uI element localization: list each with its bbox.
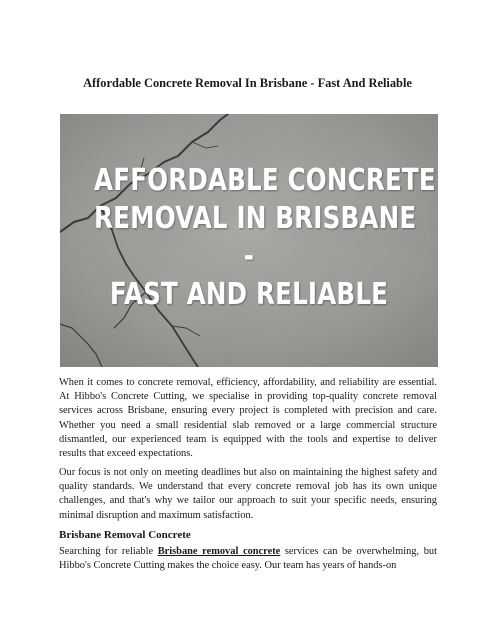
- document-title: Affordable Concrete Removal In Brisbane - Fast And Reliable: [83, 76, 412, 90]
- section-heading: Brisbane Removal Concrete: [59, 529, 191, 541]
- paragraph-focus: Our focus is not only on meeting deadlines but also on maintaining the highest safety and quality standards. We understand that every concrete removal job has its own unique challenges, and that's why we tailor our approach to suit your specific needs, ensuring minimal disruption and maximum satisfaction.: [59, 467, 437, 521]
- paragraph-text: Searching for reliable: [59, 546, 158, 557]
- hero-line: -: [243, 239, 255, 274]
- paragraph-intro: When it comes to concrete removal, efficiency, affordability, and reliability are essential. At Hibbo's Concrete Cutting, we specialise in providing top-quality concrete removal services across Brisbane, ensuring every project is completed with precision and care. Whether you need a small residential slab removed or a large commercial structure dismantled, our experienced team is equipped with the tools and expertise to deliver results that exceed expectations.: [59, 377, 437, 460]
- hero-line: REMOVAL IN BRISBANE: [94, 201, 417, 236]
- paragraph-brisbane: [59, 545, 437, 573]
- hero-headline: [94, 162, 436, 314]
- hero-line: AFFORDABLE CONCRETE: [94, 163, 436, 198]
- hero-image: [60, 114, 438, 367]
- hero-line: FAST AND RELIABLE: [109, 277, 389, 312]
- brisbane-removal-concrete-link[interactable]: Brisbane removal concrete: [157, 546, 281, 557]
- paragraph-text: services can be overwhelming, but Hibbo's Concrete Cutting makes the choice easy. Our team has years of hands-on: [59, 546, 437, 572]
